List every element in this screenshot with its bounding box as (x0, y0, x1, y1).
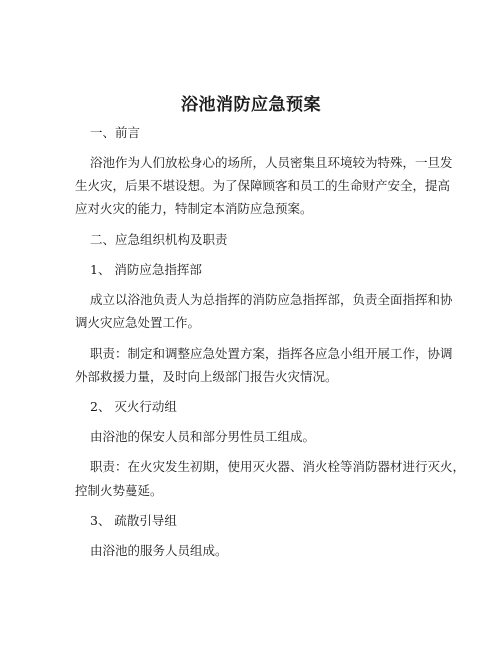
subsection-heading-firefighting: 2、 灭火行动组 (90, 399, 177, 414)
paragraph-line: 由浴池的保安人员和部分男性员工组成。 (90, 429, 316, 444)
section-heading-preface: 一、前言 (90, 125, 141, 140)
paragraph-line: 外部救援力量，及时向上级部门报告火灾情况。 (75, 369, 338, 384)
paragraph-line: 控制火势蔓延。 (75, 483, 163, 498)
paragraph-line: 职责：在火灾发生初期，使用灭火器、消火栓等消防器材进行灭火， (90, 459, 466, 474)
subsection-heading-command: 1、 消防应急指挥部 (90, 262, 202, 277)
paragraph-line: 由浴池的服务人员组成。 (90, 543, 228, 558)
paragraph-line: 浴池作为人们放松身心的场所，人员密集且环境较为特殊，一旦发 (90, 155, 453, 170)
section-heading-organization: 二、应急组织机构及职责 (90, 232, 228, 247)
paragraph-line: 成立以浴池负责人为总指挥的消防应急指挥部，负责全面指挥和协 (90, 292, 453, 307)
paragraph-line: 调火灾应急处置工作。 (75, 315, 201, 330)
paragraph-line: 生火灾，后果不堪设想。为了保障顾客和员工的生命财产安全，提高 (75, 178, 451, 193)
subsection-heading-evacuation: 3、 疏散引导组 (90, 513, 177, 528)
paragraph-line: 应对火灾的能力，特制定本消防应急预案。 (75, 201, 313, 216)
paragraph-line: 职责：制定和调整应急处置方案，指挥各应急小组开展工作，协调 (90, 346, 453, 361)
document-title: 浴池消防应急预案 (181, 95, 321, 115)
